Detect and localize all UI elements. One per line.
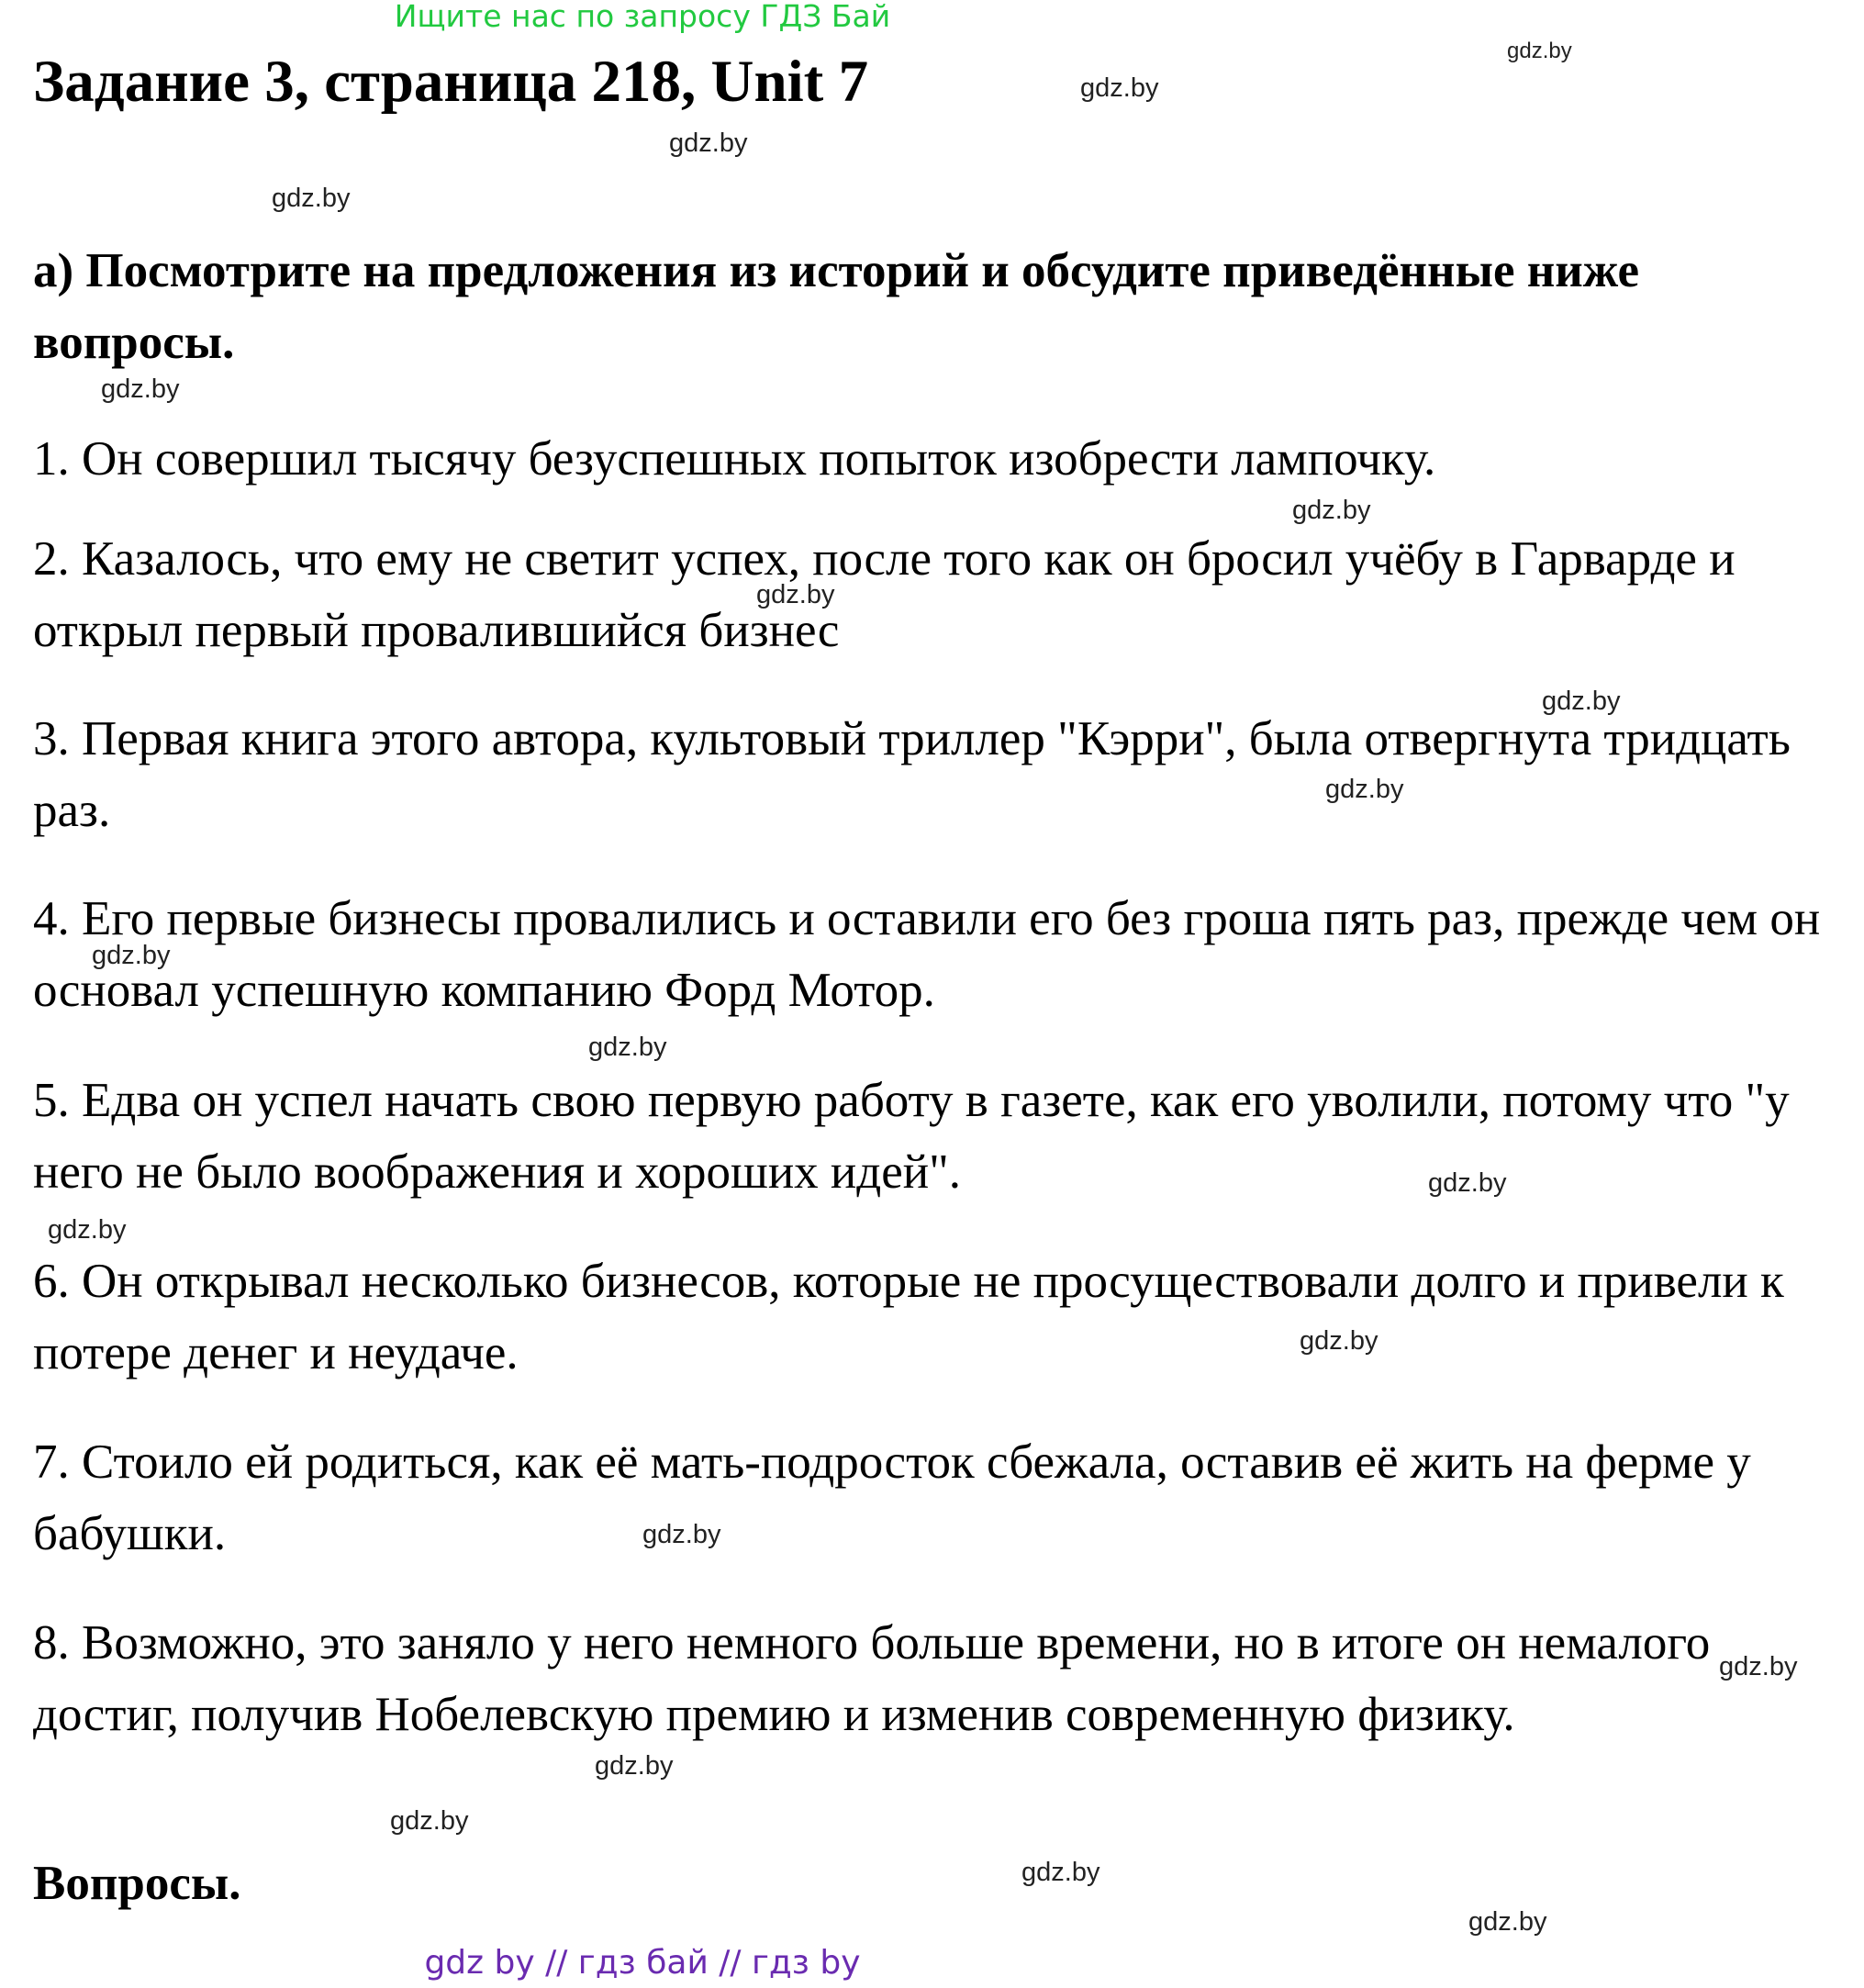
watermark: gdz.by (92, 941, 171, 970)
watermark: gdz.by (1325, 775, 1404, 804)
watermark: gdz.by (48, 1215, 127, 1245)
watermark: gdz.by (1719, 1652, 1798, 1681)
sentence-1: 1. Он совершил тысячу безуспешных попыток изобрести лампочку. (33, 432, 1436, 486)
watermark: gdz.by (101, 374, 180, 404)
watermark: gdz.by (642, 1520, 721, 1549)
watermark: gdz.by (1507, 39, 1572, 63)
questions-heading: Вопросы. (33, 1857, 241, 1910)
watermark: gdz.by (1300, 1326, 1378, 1356)
watermark: gdz.by (756, 580, 835, 609)
sentence-8: 8. Возможно, это заняло у него немного больше времени, но в итоге он немалого достиг, получив Нобелевскую премию и изменив современную физику. (33, 1616, 1711, 1741)
watermark: gdz.by (1080, 73, 1159, 103)
task-instruction: а) Посмотрите на предложения из историй и обсудите приведённые ниже вопросы. (33, 244, 1640, 369)
watermark: gdz.by (588, 1033, 667, 1062)
watermark: gdz.by (1542, 687, 1621, 716)
sentence-5: 5. Едва он успел начать свою первую работу в газете, как его уволили, потому что "у него не было воображения и хороших идей". (33, 1074, 1790, 1199)
footer-watermark: gdz by // гдз бай // гдз by (424, 1944, 861, 1982)
page-title: Задание 3, страница 218, Unit 7 (33, 49, 869, 115)
watermark: gdz.by (272, 184, 351, 213)
sentence-2: 2. Казалось, что ему не светит успех, после того как он бросил учёбу в Гарварде и открыл первый провалившийся бизнес (33, 532, 1736, 657)
watermark: gdz.by (390, 1806, 469, 1836)
watermark: gdz.by (1021, 1858, 1100, 1887)
watermark: gdz.by (1428, 1168, 1507, 1198)
sentence-4: 4. Его первые бизнесы провалились и оставили его без гроша пять раз, прежде чем он основал успешную компанию Форд Мотор. (33, 892, 1821, 1017)
watermark: gdz.by (1292, 496, 1371, 525)
sentence-3: 3. Первая книга этого автора, культовый триллер "Кэрри", была отвергнута тридцать раз. (33, 712, 1791, 837)
watermark: gdz.by (669, 128, 748, 158)
sentence-6: 6. Он открывал несколько бизнесов, которые не просуществовали долго и привели к потере денег и неудаче. (33, 1255, 1784, 1379)
search-banner: Ищите нас по запросу ГДЗ Бай (394, 0, 891, 34)
sentence-7: 7. Стоило ей родиться, как её мать-подросток сбежала, оставив её жить на ферме у бабушки. (33, 1435, 1751, 1560)
watermark: gdz.by (595, 1751, 674, 1781)
watermark: gdz.by (1468, 1907, 1547, 1937)
